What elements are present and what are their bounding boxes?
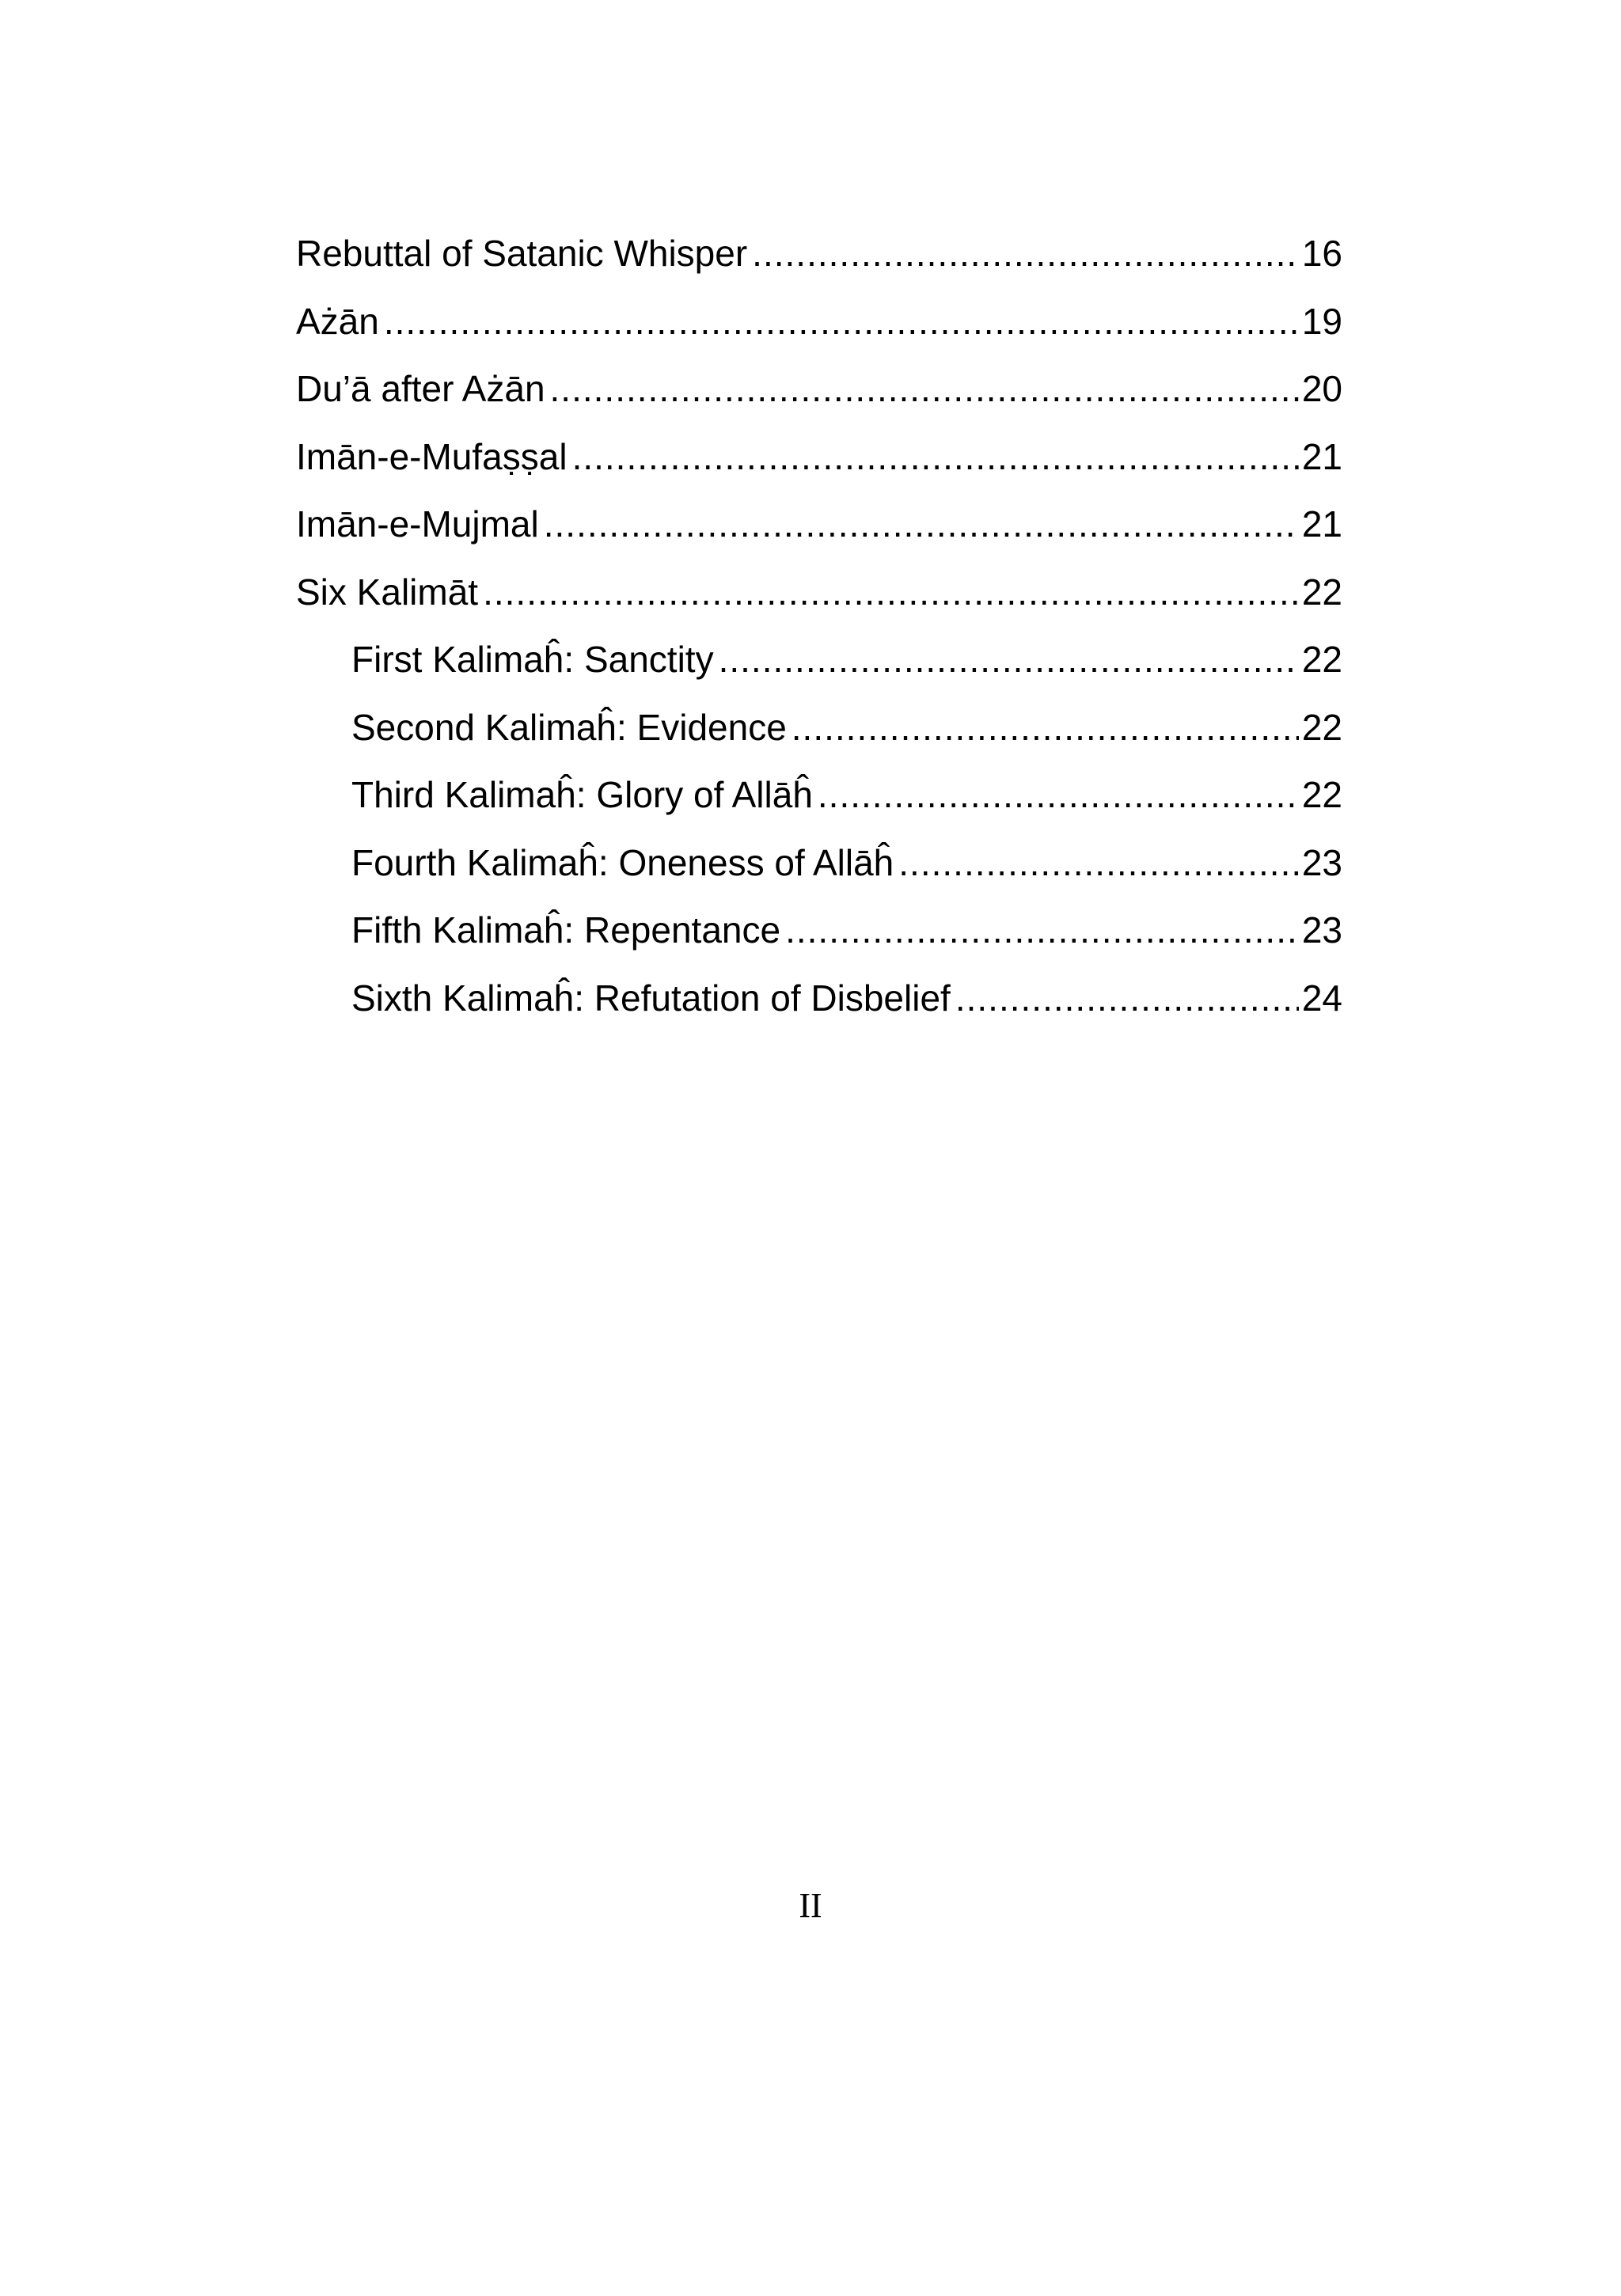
toc-entry-title: Sixth Kalimaĥ: Refutation of Disbelief	[351, 977, 951, 1019]
toc-entry-title: Fourth Kalimaĥ: Oneness of Allāĥ	[351, 841, 894, 883]
toc-entry-title: First Kalimaĥ: Sanctity	[351, 639, 714, 680]
toc-entry-title: Second Kalimaĥ: Evidence	[351, 706, 787, 748]
toc-subentry[interactable]	[296, 897, 1342, 965]
toc-dot-leader	[719, 626, 1299, 694]
toc-entry[interactable]	[296, 559, 1342, 627]
toc-entry-page: 24	[1301, 977, 1342, 1019]
toc-dot-leader	[752, 220, 1299, 288]
toc-dot-leader	[785, 897, 1299, 965]
toc-entry[interactable]	[296, 423, 1342, 491]
toc-entry[interactable]	[296, 288, 1342, 356]
toc-dot-leader	[955, 965, 1299, 1033]
toc-dot-leader	[384, 288, 1299, 356]
toc-entry-page: 23	[1301, 909, 1342, 951]
toc-entry-page: 16	[1301, 233, 1342, 274]
toc-entry-title: Ażān	[296, 300, 379, 342]
toc-entry[interactable]	[296, 491, 1342, 559]
toc-subentry[interactable]	[296, 829, 1342, 898]
toc-entry-title: Fifth Kalimaĥ: Repentance	[351, 909, 781, 951]
toc-entry-page: 22	[1301, 639, 1342, 680]
toc-dot-leader	[483, 559, 1299, 627]
toc-entry-title: Six Kalimāt	[296, 571, 479, 613]
toc-entry-title: Du’ā after Ażān	[296, 368, 545, 409]
toc-subentry[interactable]	[296, 694, 1342, 762]
toc-subentry[interactable]	[296, 761, 1342, 829]
toc-entry-title: Imān-e-Mufaṣṣal	[296, 435, 568, 477]
toc-entry-title: Rebuttal of Satanic Whisper	[296, 233, 748, 274]
table-of-contents	[296, 220, 1342, 1032]
toc-entry-page: 20	[1301, 368, 1342, 409]
toc-entry-page: 22	[1301, 774, 1342, 815]
toc-entry-page: 22	[1301, 571, 1342, 613]
toc-subentry[interactable]	[296, 626, 1342, 694]
toc-subentry[interactable]	[296, 965, 1342, 1033]
toc-entry-page: 21	[1301, 435, 1342, 477]
toc-entry[interactable]	[296, 220, 1342, 288]
toc-entry-page: 21	[1301, 503, 1342, 545]
toc-dot-leader	[898, 829, 1299, 898]
toc-entry-title: Third Kalimaĥ: Glory of Allāĥ	[351, 774, 813, 815]
toc-entry-page: 19	[1301, 300, 1342, 342]
toc-entry-page: 23	[1301, 841, 1342, 883]
toc-entry-title: Imān-e-Mujmal	[296, 503, 539, 545]
toc-dot-leader	[544, 491, 1299, 559]
toc-dot-leader	[818, 761, 1299, 829]
toc-dot-leader	[572, 423, 1299, 491]
toc-entry-page: 22	[1301, 706, 1342, 748]
page-number: II	[799, 1886, 822, 1925]
toc-dot-leader	[550, 355, 1299, 423]
toc-entry[interactable]	[296, 355, 1342, 423]
toc-dot-leader	[792, 694, 1299, 762]
